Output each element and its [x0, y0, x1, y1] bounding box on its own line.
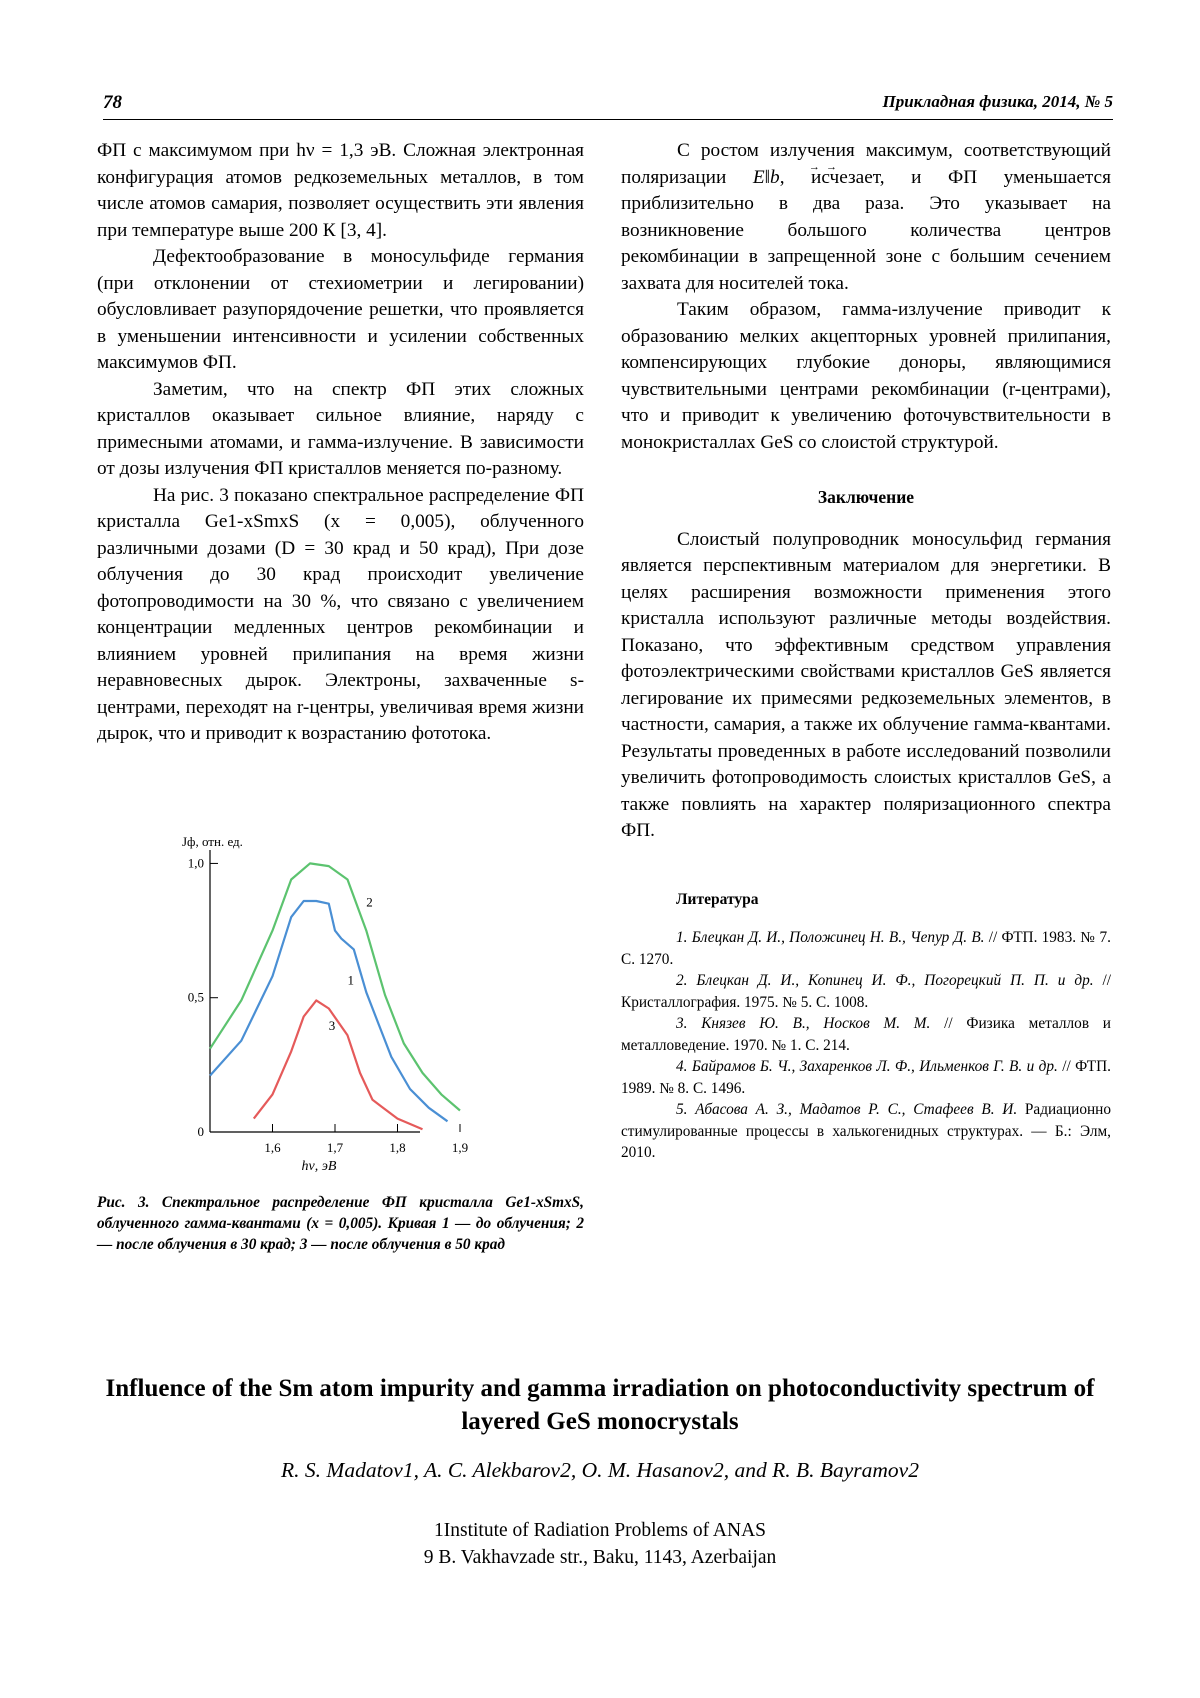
reference-item: 1. Блецкан Д. И., Положинец Н. В., Чепур Д. В. // ФТП. 1983. № 7. С. 1270.	[621, 929, 1112, 968]
reference-item: 2. Блецкан Д. И., Копинец И. Ф., Погорецкий П. П. и др. // Кристаллография. 1975. № 5. С. 1008.	[621, 972, 1111, 1011]
vector-e: → E	[753, 167, 765, 188]
figure-caption: Рис. 3. Спектральное распределение ФП кристалла Ge1-xSmxS, облученного гамма-квантами (x = 0,005). Кривая 1 — до облучения; 2 — после облучения в 30 крад; 3 — после облучения в 50 крад	[97, 1194, 584, 1253]
y-tick-label: 1,0	[187, 855, 204, 871]
reference-item: 3. Князев Ю. В., Носков М. М. // Физика металлов и металловедение. 1970. № 1. С. 214.	[621, 1015, 1111, 1054]
left-paragraph-3: Заметим, что на спектр ФП этих сложных кристаллов оказывает сильное влияние, наряду с примесными атомами, и гамма-излучение. В зависимости от дозы излучения ФП кристаллов меняется по-разному.	[97, 378, 584, 479]
x-tick-label: 1,9	[451, 1140, 469, 1155]
conclusion-paragraph: Слоистый полупроводник моносульфид германия является перспективным материалом для энергетики. В целях расширения возможности применения этого кристалла используют различные методы воздействия. Показано, что эффективным средством управления фотоэлектрическими свойствами кристаллов GeS является легирование их примесями редкоземельных элементов, в частности, самария, а также их облучение гамма-квантами. Результаты проведенных в работе исследований позволили увеличить фотопроводимость слоистых кристаллов GeS, а также повлиять на характер поляризационного спектра ФП.	[621, 528, 1111, 841]
page-header	[103, 92, 1113, 120]
left-paragraph-2: Дефектообразование в моносульфиде германия (при отклонении от стехиометрии и легировании) обусловливает разупорядочение решетки, что проявляется в уменьшении интенсивности и усилении собственных максимумов ФП.	[97, 246, 584, 373]
left-paragraph-1: ФП с максимумом при hν = 1,3 эВ. Сложная электронная конфигурация атомов редкоземельных металлов, в том числе атомов самария, позволяет осуществить эти явления при температуре выше 200 К [3, 4].	[97, 140, 584, 241]
header-rule	[103, 119, 1113, 120]
y-axis-label: Jф, отн. ед.	[182, 834, 243, 849]
x-tick-label: 1,8	[389, 1140, 406, 1155]
left-paragraph-4: На рис. 3 показано спектральное распределение ФП кристалла Ge1-xSmxS (x = 0,005), облученного различными дозами (D = 30 крад и 50 крад), При дозе облучения до 30 крад происходит увеличение фотопроводимости на 30 %, что связано с увеличением концентрации медленных центров рекомбинации и влиянием уровней прилипания на время жизни неравновесных дырок. Электроны, захваченные s-центрами, переходят на r-центры, увеличивая время жизни дырок, что и приводит к возрастанию фототока.	[97, 484, 584, 744]
curve-label-1: 1	[347, 972, 354, 988]
y-tick-label: 0	[197, 1124, 204, 1139]
journal-name: Прикладная физика, 2014, № 5	[882, 92, 1113, 111]
curve-2	[210, 863, 460, 1110]
page-number: 78	[103, 92, 122, 113]
right-paragraph-2: Таким образом, гамма-излучение приводит к образованию мелких акцепторных уровней прилипания, компенсирующих глубокие доноры, являющимися чувствительными центрами рекомбинации (r-центрами), что и приводит к увеличению фоточувствительности в монокристаллах GeS со слоистой структурой.	[621, 299, 1111, 453]
figure-3-chart	[170, 820, 480, 1175]
reference-item: 5. Абасова А. З., Мадатов Р. С., Стафеев В. И. Радиационно стимулированные процессы в халькогенидных структурах. — Б.: Элм, 2010.	[621, 1101, 1112, 1161]
y-tick-label: 0,5	[187, 989, 204, 1005]
english-affiliation	[80, 1517, 1120, 1571]
references-heading: Литература	[676, 890, 759, 908]
x-tick-label: 1,7	[326, 1140, 344, 1155]
parallel-sign: ‖	[764, 166, 771, 188]
curve-label-2: 2	[366, 894, 373, 910]
right-paragraph-1	[621, 138, 1111, 297]
conclusion-heading: Заключение	[817, 487, 915, 507]
curve-1	[210, 901, 448, 1121]
right-column	[621, 138, 1111, 1164]
english-title: Influence of the Sm atom impurity and gamma irradiation on photoconductivity spectrum of layered GeS monocrystals	[105, 1375, 1095, 1435]
x-tick-label: 1,6	[264, 1140, 281, 1155]
affiliation-line-2: 9 B. Vakhavzade str., Baku, 1143, Azerbaijan	[423, 1547, 777, 1568]
references-list	[621, 927, 1111, 1164]
affiliation-line-1: 1Institute of Radiation Problems of ANAS	[433, 1520, 767, 1541]
english-authors: R. S. Madatov1, A. C. Alekbarov2, O. M. Hasanov2, and R. B. Bayramov2	[281, 1458, 919, 1482]
vector-b: → b	[770, 167, 780, 188]
x-axis-label: hν, эВ	[301, 1159, 337, 1174]
left-column	[97, 138, 584, 748]
right-paragraph-1-end: , исчезает, и ФП уменьшается приблизительно в два раза. Это указывает на возникновение большого количества центров рекомбинации в запрещенной зоне с большим сечением захвата для носителей тока.	[621, 166, 1111, 294]
reference-item: 4. Байрамов Б. Ч., Захаренков Л. Ф., Ильменков Г. В. и др. // ФТП. 1989. № 8. С. 1496.	[621, 1058, 1111, 1097]
curve-label-3: 3	[328, 1017, 336, 1033]
right-paragraph-1-start: С ростом излучения максимум, соответствующий поляризации	[621, 140, 1111, 188]
